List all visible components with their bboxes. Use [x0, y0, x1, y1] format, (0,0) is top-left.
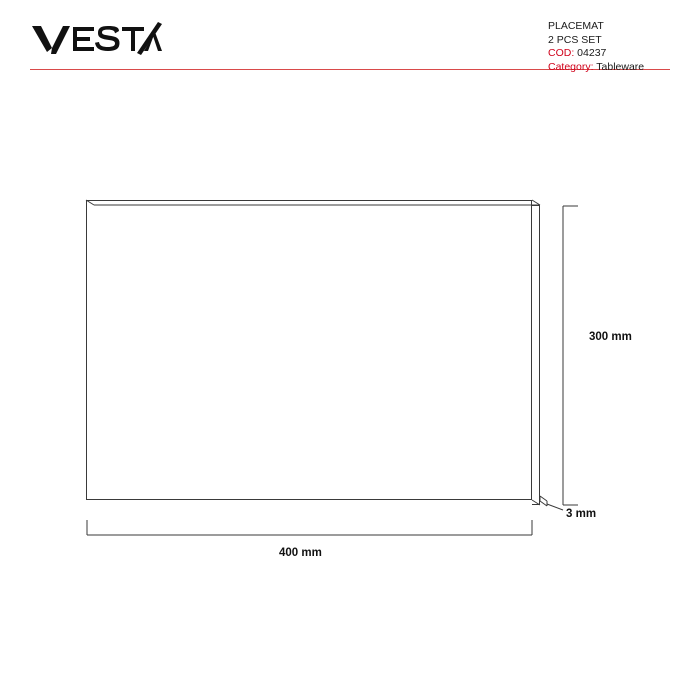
product-title: PLACEMAT — [548, 20, 604, 32]
product-code-value: 04237 — [577, 47, 607, 59]
product-category-label: Category: — [548, 60, 594, 73]
width-dimension-label: 400 mm — [279, 547, 322, 559]
page-header — [0, 0, 700, 80]
product-code — [548, 47, 693, 61]
placemat-front-face — [86, 200, 532, 500]
placemat-thickness-face — [532, 205, 540, 505]
product-category-value: Tableware — [596, 60, 645, 73]
vesta-logo — [32, 22, 162, 56]
height-dimension-label: 300 mm — [589, 331, 632, 343]
product-category — [548, 61, 693, 75]
product-subtitle: 2 PCS SET — [548, 33, 602, 46]
product-meta — [548, 20, 693, 74]
thickness-dimension-label: 3 mm — [566, 508, 597, 520]
product-code-label: COD: — [548, 47, 575, 59]
